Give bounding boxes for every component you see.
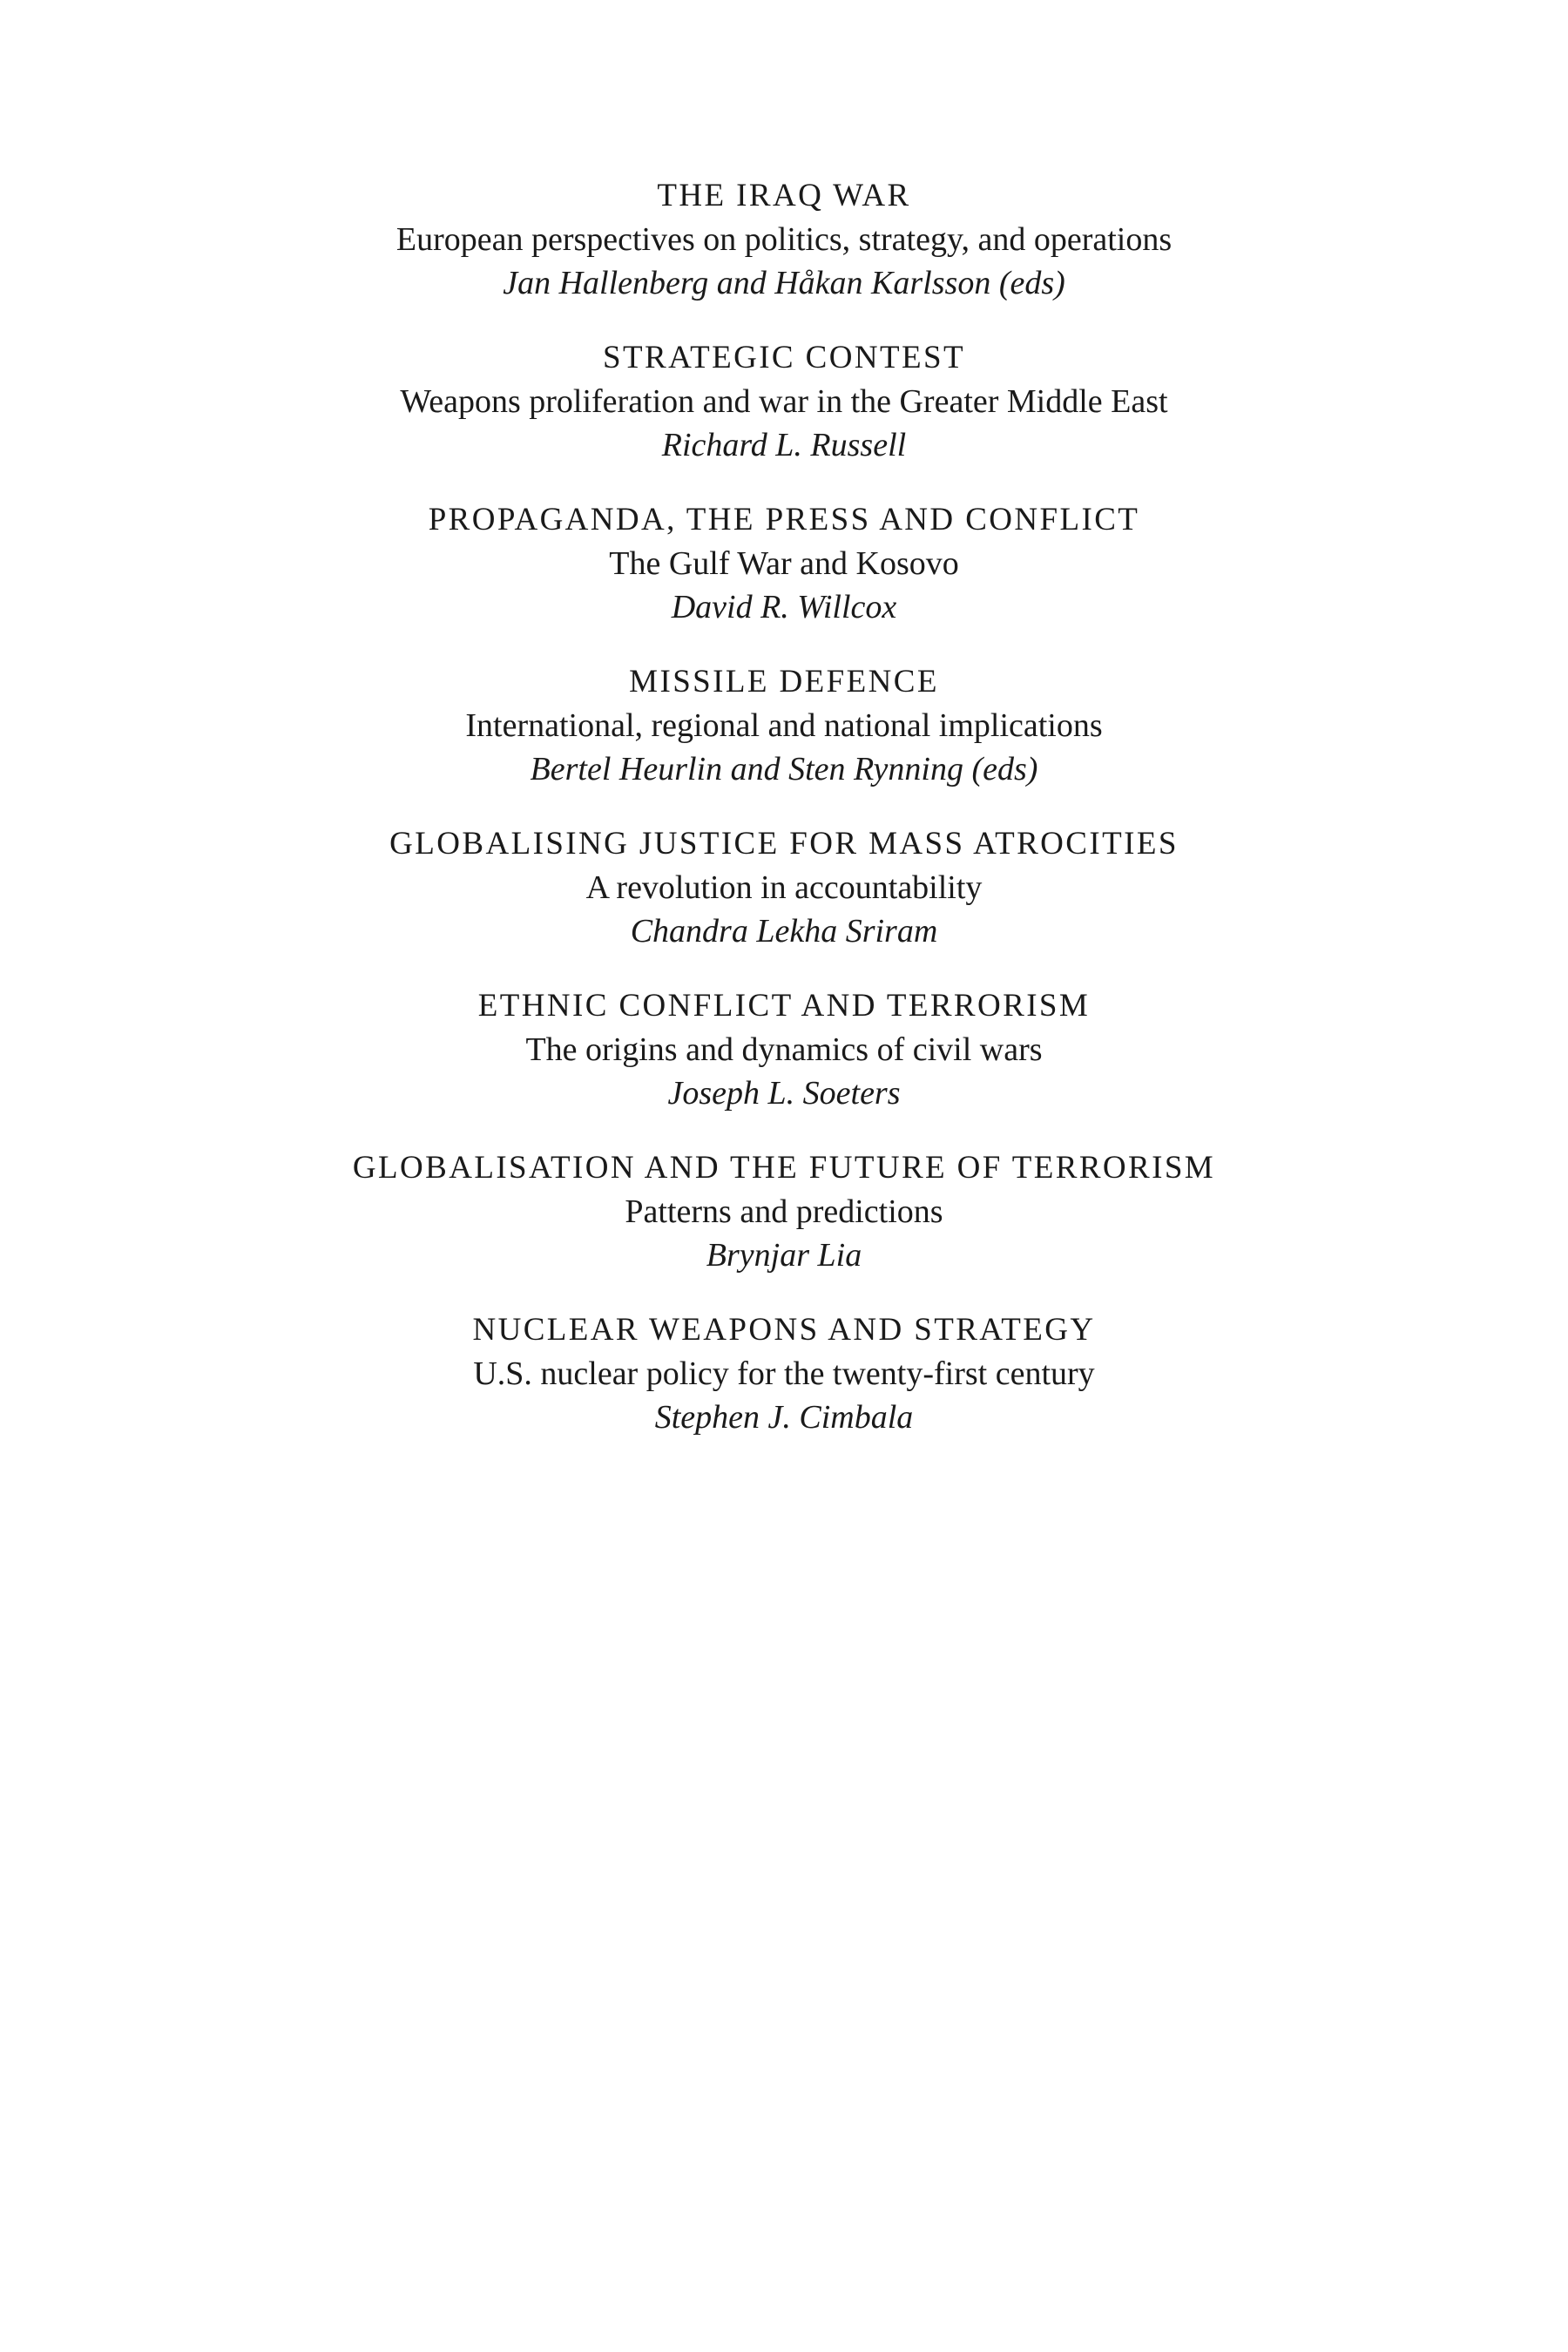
book-author: Jan Hallenberg and Håkan Karlsson (eds) (503, 265, 1065, 301)
book-author: Stephen J. Cimbala (654, 1399, 914, 1436)
book-subtitle: Patterns and predictions (625, 1193, 943, 1230)
book-author: David R. Willcox (671, 589, 897, 625)
book-author: Joseph L. Soeters (667, 1075, 901, 1112)
book-entry (0, 822, 1568, 953)
book-title: GLOBALISATION AND THE FUTURE OF TERRORISM (352, 1150, 1216, 1186)
book-author: Brynjar Lia (706, 1237, 862, 1274)
book-entry (0, 336, 1568, 467)
book-title: GLOBALISING JUSTICE FOR MASS ATROCITIES (389, 826, 1179, 862)
book-entry (0, 1146, 1568, 1277)
book-subtitle: U.S. nuclear policy for the twenty-first century (473, 1355, 1095, 1392)
book-title: ETHNIC CONFLICT AND TERRORISM (477, 988, 1091, 1024)
book-author: Chandra Lekha Sriram (630, 913, 938, 950)
book-title: MISSILE DEFENCE (629, 664, 939, 700)
book-subtitle: International, regional and national implications (465, 707, 1103, 744)
book-subtitle: The Gulf War and Kosovo (609, 545, 959, 582)
book-entry (0, 1308, 1568, 1439)
book-author: Richard L. Russell (661, 427, 907, 463)
book-title: PROPAGANDA, THE PRESS AND CONFLICT (428, 502, 1140, 537)
book-entry (0, 660, 1568, 791)
book-series-list (0, 174, 1568, 1470)
book-title: NUCLEAR WEAPONS AND STRATEGY (472, 1312, 1096, 1348)
book-entry (0, 498, 1568, 629)
book-entry (0, 174, 1568, 305)
book-subtitle: The origins and dynamics of civil wars (525, 1031, 1043, 1068)
book-subtitle: European perspectives on politics, strategy, and operations (395, 221, 1173, 258)
book-subtitle: A revolution in accountability (585, 869, 983, 906)
book-subtitle: Weapons proliferation and war in the Greater Middle East (400, 383, 1168, 420)
book-entry (0, 984, 1568, 1115)
book-author: Bertel Heurlin and Sten Rynning (eds) (530, 751, 1038, 787)
book-title: THE IRAQ WAR (657, 178, 911, 213)
book-title: STRATEGIC CONTEST (603, 340, 965, 375)
